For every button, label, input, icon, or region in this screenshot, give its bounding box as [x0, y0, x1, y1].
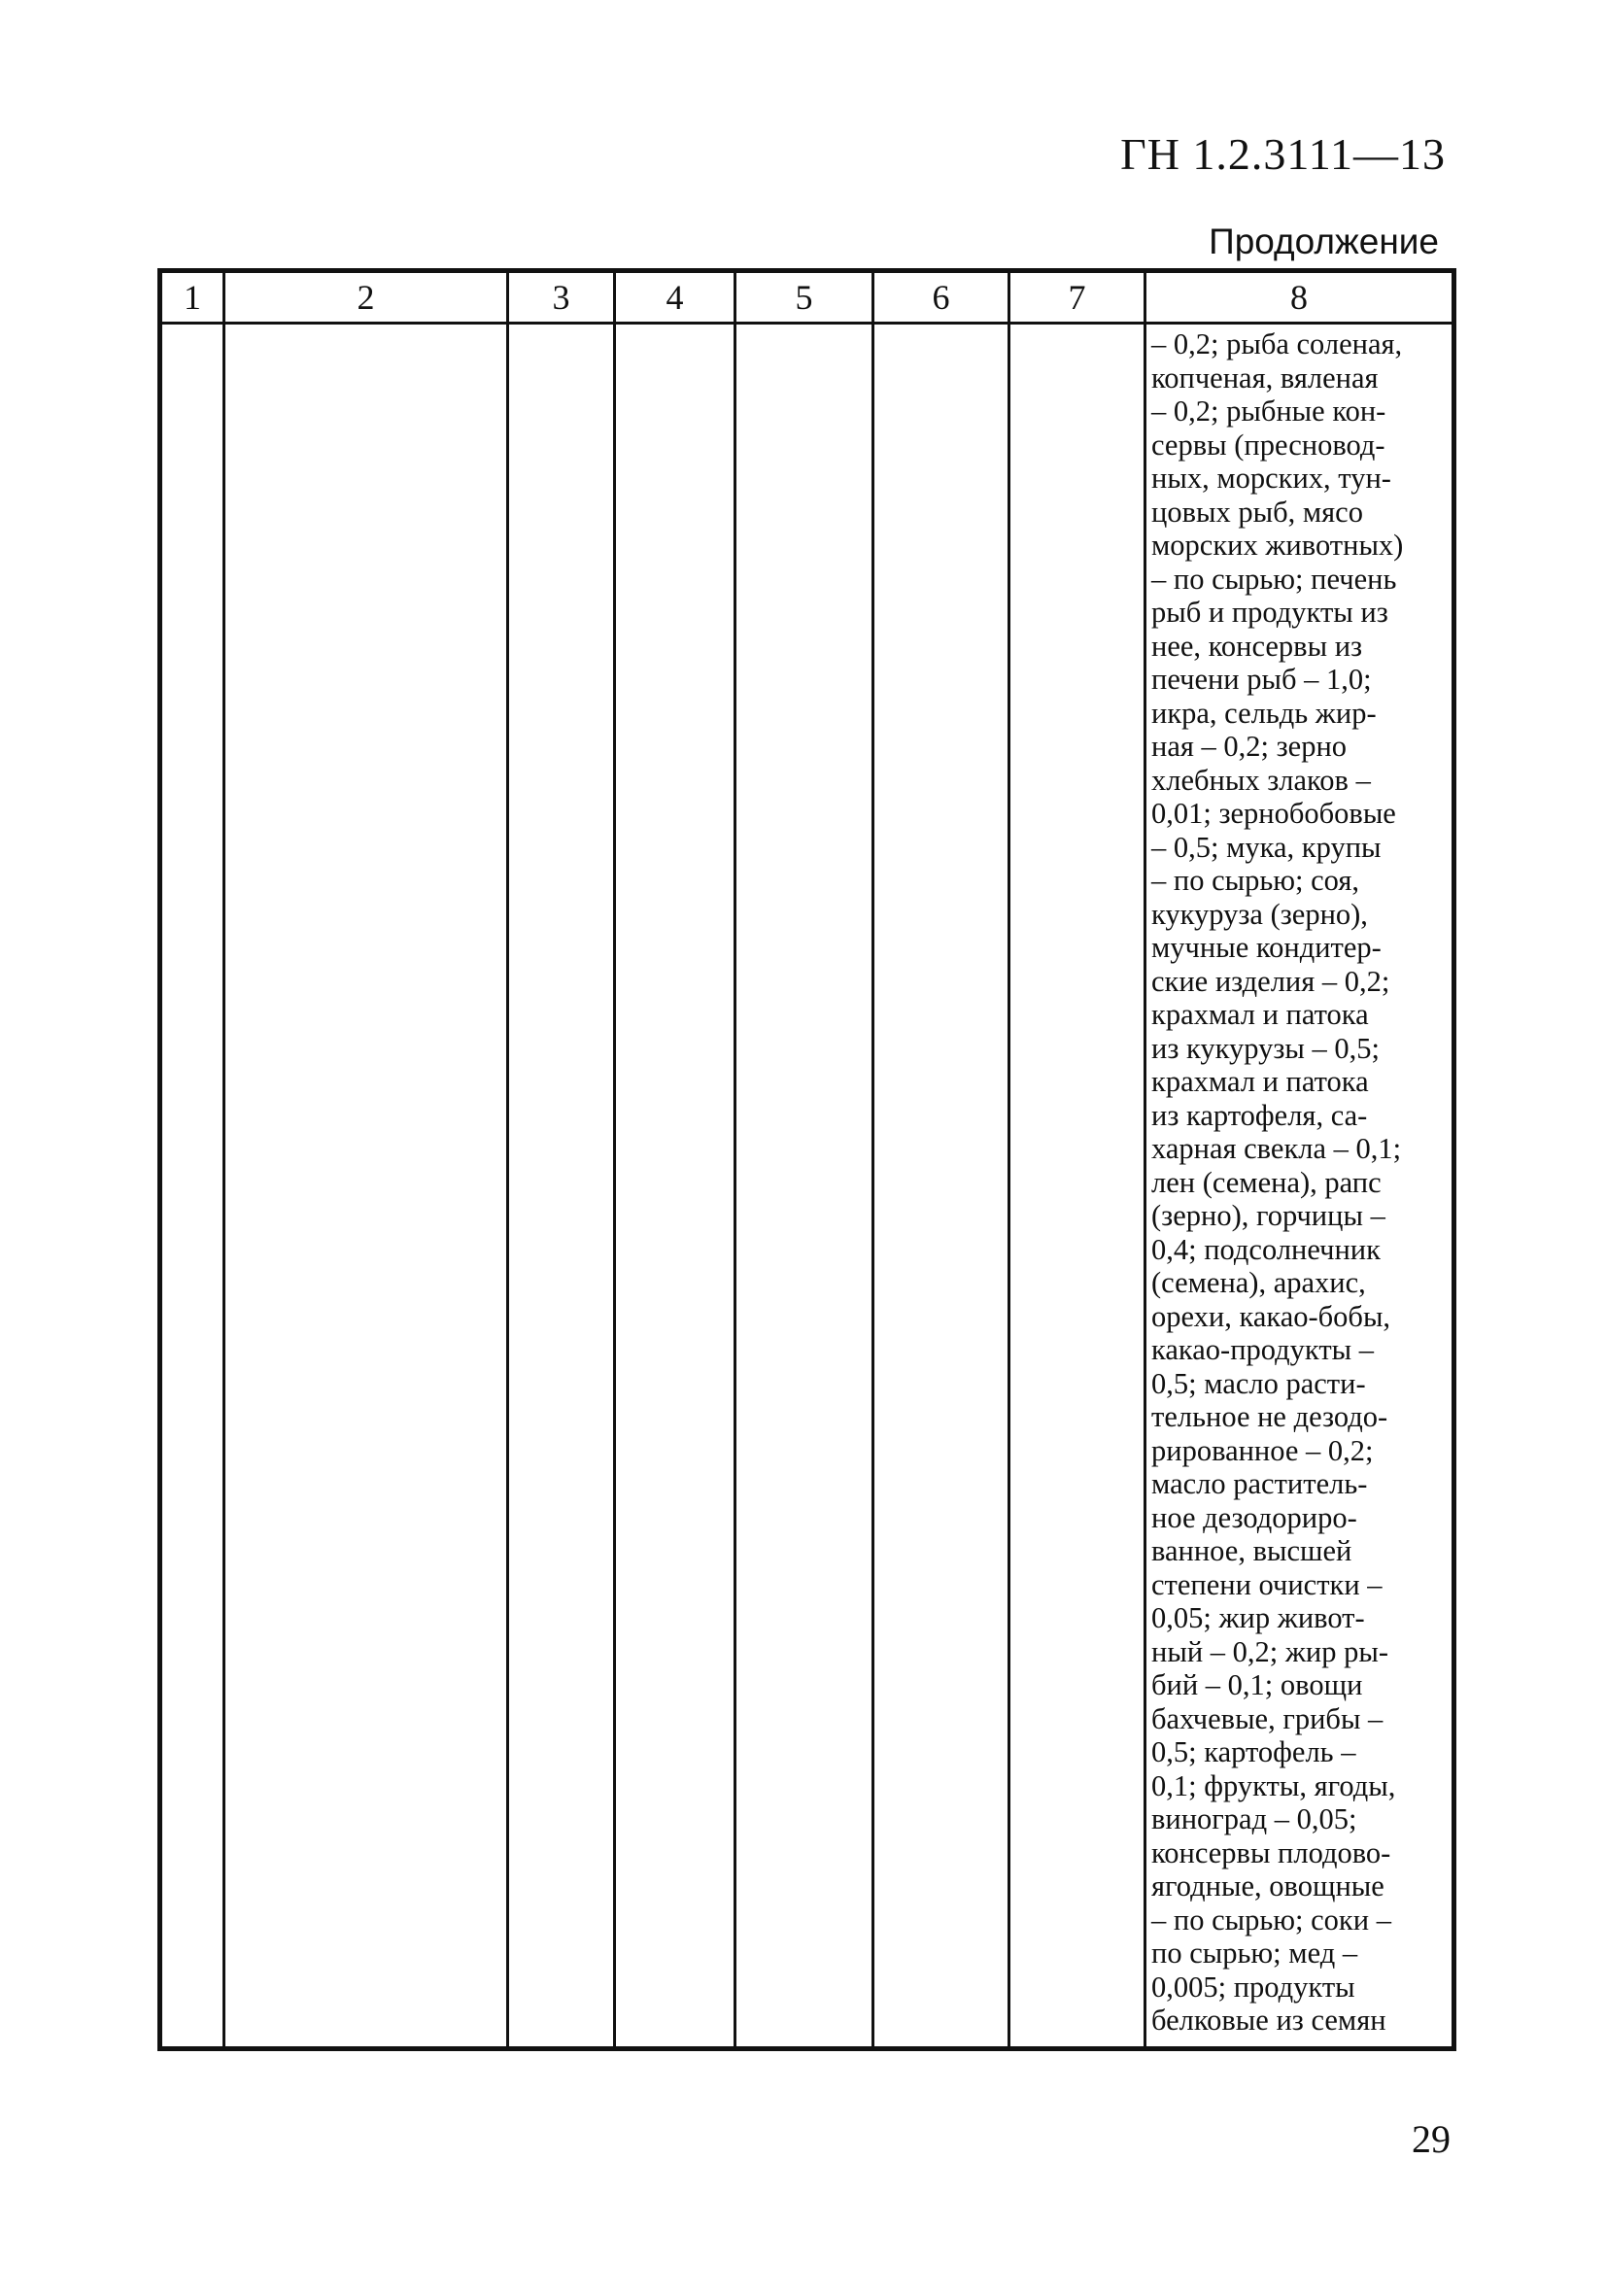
cell-col-2	[224, 324, 508, 2049]
column-header-4: 4	[615, 271, 735, 324]
column-header-3: 3	[508, 271, 615, 324]
column-header-7: 7	[1009, 271, 1145, 324]
document-code: ГН 1.2.3111—13	[1120, 129, 1446, 179]
continuation-label: Продолжение	[1209, 222, 1439, 261]
column-header-8: 8	[1145, 271, 1454, 324]
cell-col-8-text: – 0,2; рыба соленая, копченая, вяленая – 0,2; рыбные кон- сервы (пресновод- ных, морских, тун- цовых рыб, мясо морских животных) – по сырью; печень рыб и продукты из нее, консервы из печени рыб – 1,0; икра, сельдь жир- ная – 0,2; зерно хлебных злаков – 0,01; зернобобовые – 0,5; мука, крупы – по сырью; соя, кукуруза (зерно), мучные кондитер- ские изделия – 0,2; крахмал и патока из кукурузы – 0,5; крахмал и патока из картофеля, са- харная свекла – 0,1; лен (семена), рапс (зерно), горчицы – 0,4; подсолнечник (семена), арахис, орехи, какао-бобы, какао-продукты – 0,5; масло расти- тельное не дезодо- рированное – 0,2; масло раститель- ное дезодориро- ванное, высшей степени очистки – 0,05; жир живот- ный – 0,2; жир ры- бий – 0,1; овощи бахчевые, грибы – 0,5; картофель – 0,1; фрукты, ягоды, виноград – 0,05; консервы плодово- ягодные, овощные – по сырью; соки – по сырью; мед – 0,005; продукты белковые из семян	[1145, 324, 1454, 2049]
table-row	[160, 324, 1454, 2049]
cell-col-5	[735, 324, 873, 2049]
cell-col-6	[873, 324, 1009, 2049]
cell-col-1	[160, 324, 224, 2049]
page-number: 29	[1412, 2117, 1451, 2161]
table-header-row	[160, 271, 1454, 324]
column-header-5: 5	[735, 271, 873, 324]
column-header-1: 1	[160, 271, 224, 324]
column-header-2: 2	[224, 271, 508, 324]
column-header-6: 6	[873, 271, 1009, 324]
cell-col-4	[615, 324, 735, 2049]
norm-table	[157, 268, 1456, 2051]
cell-col-7	[1009, 324, 1145, 2049]
cell-col-3	[508, 324, 615, 2049]
